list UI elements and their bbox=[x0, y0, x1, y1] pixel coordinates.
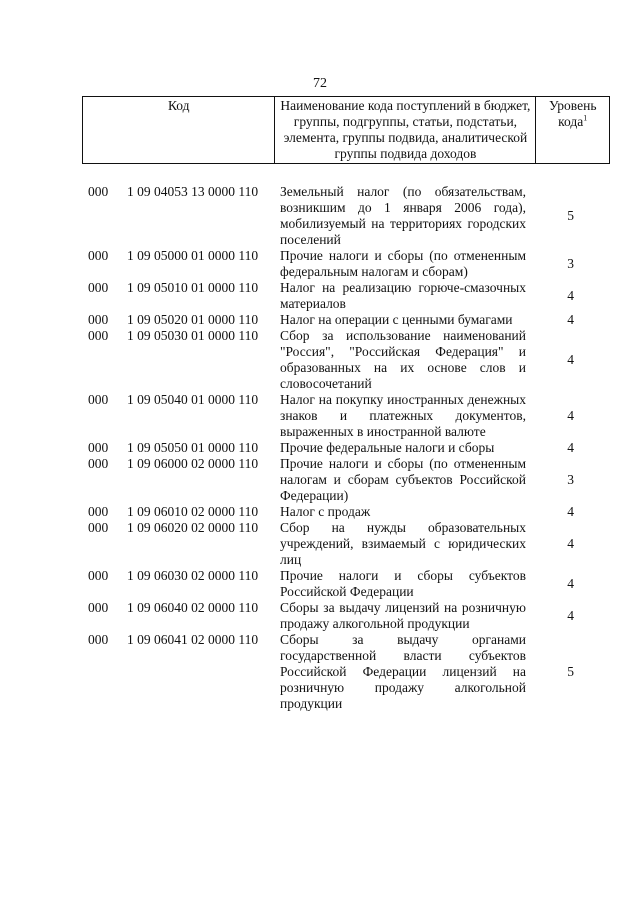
row-code: 1 09 06041 02 0000 110 bbox=[127, 632, 259, 647]
row-prefix: 000 bbox=[88, 248, 109, 263]
row-level: 4 bbox=[567, 288, 574, 303]
row-code: 1 09 05030 01 0000 110 bbox=[127, 328, 259, 343]
row-level: 4 bbox=[567, 536, 574, 551]
table-row bbox=[88, 248, 588, 280]
row-prefix: 000 bbox=[88, 504, 109, 519]
row-prefix: 000 bbox=[88, 568, 109, 583]
row-name: Сбор за использование наименований "Россия", "Российская Федерация" и образованных на их основе слов и словосочетаний bbox=[280, 328, 526, 391]
row-name: Налог с продаж bbox=[280, 504, 371, 519]
row-code: 1 09 06000 02 0000 110 bbox=[127, 456, 259, 471]
row-level: 4 bbox=[567, 608, 574, 623]
row-prefix: 000 bbox=[88, 456, 109, 471]
table-row bbox=[88, 280, 588, 312]
table-row bbox=[88, 600, 588, 632]
table-header bbox=[82, 96, 610, 164]
table-row bbox=[88, 456, 588, 504]
row-code: 1 09 05010 01 0000 110 bbox=[127, 280, 259, 295]
row-prefix: 000 bbox=[88, 632, 109, 647]
row-prefix: 000 bbox=[88, 280, 109, 295]
row-code: 1 09 06020 02 0000 110 bbox=[127, 520, 259, 535]
row-level: 3 bbox=[567, 472, 574, 487]
row-code: 1 09 04053 13 0000 110 bbox=[127, 184, 259, 199]
row-name: Земельный налог (по обязательствам, возникшим до 1 января 2006 года), мобилизуемый на территориях городских поселений bbox=[280, 184, 526, 247]
row-name: Прочие федеральные налоги и сборы bbox=[280, 440, 495, 455]
header-level-label: Уровень кода bbox=[548, 98, 597, 129]
row-prefix: 000 bbox=[88, 184, 109, 199]
row-name: Прочие налоги и сборы (по отмененным налогам и сборам субъектов Российской Федерации) bbox=[280, 456, 526, 503]
row-name: Налог на реализацию горюче-смазочных материалов bbox=[280, 280, 526, 311]
row-level: 4 bbox=[567, 504, 574, 519]
row-name: Сборы за выдачу лицензий на розничную продажу алкогольной продукции bbox=[280, 600, 526, 631]
row-name: Прочие налоги и сборы субъектов Российской Федерации bbox=[280, 568, 526, 599]
table-row bbox=[88, 392, 588, 440]
row-name: Сборы за выдачу органами государственной власти субъектов Российской Федерации лицензий на розничную продажу алкогольной продукции bbox=[280, 632, 526, 711]
table-row bbox=[88, 632, 588, 712]
row-code: 1 09 05020 01 0000 110 bbox=[127, 312, 259, 327]
row-name: Налог на операции с ценными бумагами bbox=[280, 312, 513, 327]
row-code: 1 09 05050 01 0000 110 bbox=[127, 440, 259, 455]
row-level: 4 bbox=[567, 576, 574, 591]
row-name: Налог на покупку иностранных денежных знаков и платежных документов, выраженных в иностранной валюте bbox=[280, 392, 526, 439]
row-prefix: 000 bbox=[88, 312, 109, 327]
table-row bbox=[88, 520, 588, 568]
table-body bbox=[88, 184, 588, 712]
row-prefix: 000 bbox=[88, 600, 109, 615]
row-prefix: 000 bbox=[88, 392, 109, 407]
row-level: 4 bbox=[567, 408, 574, 423]
header-name: Наименование кода поступлений в бюджет, группы, подгруппы, статьи, подстатьи, элемента, группы подвида, аналитической группы подвида доходов bbox=[275, 97, 536, 164]
row-level: 5 bbox=[567, 208, 574, 223]
row-code: 1 09 06040 02 0000 110 bbox=[127, 600, 259, 615]
table-row bbox=[88, 328, 588, 392]
row-code: 1 09 05040 01 0000 110 bbox=[127, 392, 259, 407]
table-row bbox=[88, 440, 588, 456]
row-level: 5 bbox=[567, 664, 574, 679]
row-prefix: 000 bbox=[88, 520, 109, 535]
row-name: Сбор на нужды образовательных учреждений, взимаемый с юридических лиц bbox=[280, 520, 526, 567]
row-level: 4 bbox=[567, 440, 574, 455]
table-row bbox=[88, 504, 588, 520]
row-code: 1 09 05000 01 0000 110 bbox=[127, 248, 259, 263]
row-code: 1 09 06010 02 0000 110 bbox=[127, 504, 259, 519]
page-number: 72 bbox=[313, 76, 327, 91]
table-row bbox=[88, 568, 588, 600]
row-level: 4 bbox=[567, 312, 574, 327]
row-level: 3 bbox=[567, 256, 574, 271]
header-level bbox=[536, 97, 610, 164]
row-name: Прочие налоги и сборы (по отмененным федеральным налогам и сборам) bbox=[280, 248, 526, 279]
row-prefix: 000 bbox=[88, 440, 109, 455]
header-code: Код bbox=[83, 97, 275, 164]
row-code: 1 09 06030 02 0000 110 bbox=[127, 568, 259, 583]
row-prefix: 000 bbox=[88, 328, 109, 343]
table-row bbox=[88, 184, 588, 248]
table-row bbox=[88, 312, 588, 328]
header-level-footnote: 1 bbox=[583, 113, 588, 123]
row-level: 4 bbox=[567, 352, 574, 367]
